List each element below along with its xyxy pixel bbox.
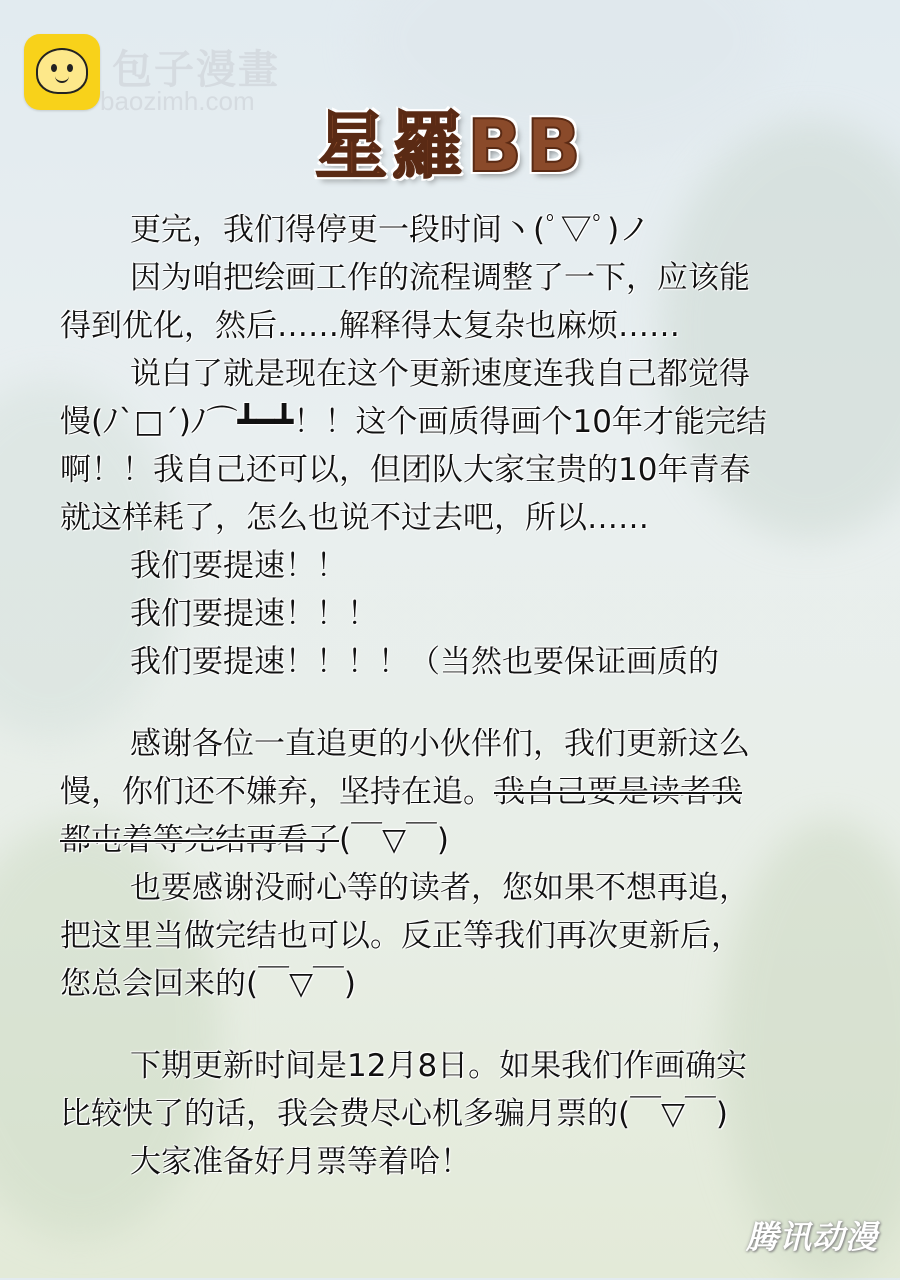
paragraph-line: 大家准备好月票等着哈！ <box>130 1144 471 1180</box>
struck-text: 都屯着等完结再看了 <box>60 822 339 858</box>
paragraph-line: 把这里当做完结也可以。反正等我们再次更新后， <box>60 918 742 954</box>
paragraph-line: 下期更新时间是12月8日。如果我们作画确实 <box>130 1048 748 1084</box>
paragraph-text: 慢，你们还不嫌弃，坚持在追。 <box>60 774 494 810</box>
paragraph-line: 比较快了的话，我会费尽心机多骗月票的(￣▽￣) <box>60 1096 729 1132</box>
paragraph-line: 也要感谢没耐心等的读者，您如果不想再追， <box>130 870 750 906</box>
brand-url[interactable]: baozimh.com <box>100 86 255 116</box>
paragraph-line: 因为咱把绘画工作的流程调整了一下，应该能 <box>130 260 750 296</box>
paragraph-line: 得到优化，然后……解释得太复杂也麻烦…… <box>60 308 680 344</box>
paragraph-line: 感谢各位一直追更的小伙伴们，我们更新这么 <box>130 726 750 762</box>
struck-text: 我自己要是读者我 <box>494 774 742 810</box>
logo-eye <box>67 64 73 72</box>
paragraph-line: 就这样耗了，怎么也说不过去吧，所以…… <box>60 500 649 536</box>
paragraph-line: 您总会回来的(￣▽￣) <box>60 966 357 1002</box>
paragraph-line: 更完，我们得停更一段时间丶(ﾟ▽ﾟ)ノ <box>130 212 651 248</box>
notice-body <box>60 206 840 1186</box>
paragraph-line: 我们要提速！！！！（当然也要保证画质的 <box>130 644 719 680</box>
paragraph-line: 啊！！我自己还可以，但团队大家宝贵的10年青春 <box>60 452 751 488</box>
brand-name: 包子漫畫 <box>112 47 280 93</box>
paragraph-line: 我们要提速！！！ <box>130 596 378 632</box>
logo-eye <box>51 64 57 72</box>
paragraph-line <box>60 816 840 864</box>
page-title: 星羅BB <box>315 104 585 188</box>
paragraph-gap <box>60 1008 840 1042</box>
paragraph-text: (￣▽￣) <box>339 822 450 858</box>
paragraph-gap <box>60 686 840 720</box>
logo-mouth <box>55 74 69 83</box>
paragraph-line: 我们要提速！！ <box>130 548 347 584</box>
paragraph-line: 慢(ﾉ`□´)ﾉ⌒┻━┻！！这个画质得画个10年才能完结 <box>60 404 767 440</box>
watermark: 腾讯动漫 <box>745 1218 878 1256</box>
paragraph-line: 说白了就是现在这个更新速度连我自己都觉得 <box>130 356 750 392</box>
paragraph-line <box>60 768 840 816</box>
